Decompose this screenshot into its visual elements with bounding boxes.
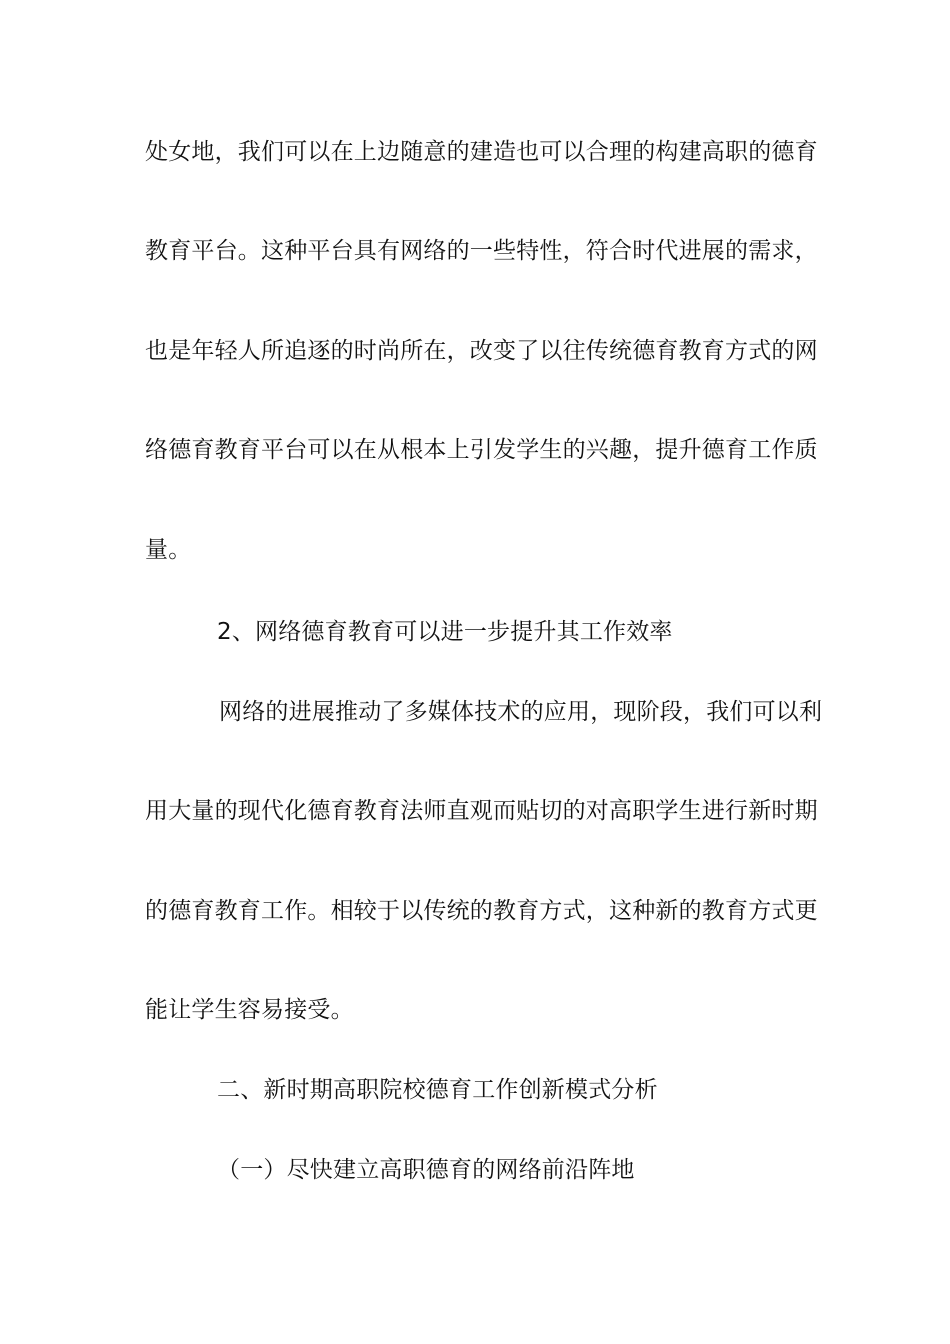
paragraph-line: 也是年轻人所追逐的时尚所在，改变了以往传统德育教育方式的网 (145, 338, 818, 364)
paragraph-line: 网络的进展推动了多媒体技术的应用，现阶段，我们可以利 (219, 699, 823, 725)
paragraph-line: 络德育教育平台可以在从根本上引发学生的兴趣，提升德育工作质 (145, 437, 818, 463)
paragraph-line: 教育平台。这种平台具有网络的一些特性，符合时代进展的需求， (145, 238, 818, 264)
section-heading: 2、网络德育教育可以进一步提升其工作效率 (217, 619, 673, 645)
subsection-heading: （一）尽快建立高职德育的网络前沿阵地 (217, 1157, 635, 1183)
paragraph-line: 处女地，我们可以在上边随意的建造也可以合理的构建高职的德育 (145, 139, 818, 165)
paragraph-line: 用大量的现代化德育教育法师直观而贴切的对高职学生进行新时期 (145, 798, 818, 824)
paragraph-line: 量。 (145, 537, 192, 563)
paragraph-line: 的德育教育工作。相较于以传统的教育方式，这种新的教育方式更 (145, 898, 818, 924)
chapter-heading: 二、新时期高职院校德育工作创新模式分析 (217, 1077, 658, 1103)
paragraph-line: 能让学生容易接受。 (145, 997, 354, 1023)
